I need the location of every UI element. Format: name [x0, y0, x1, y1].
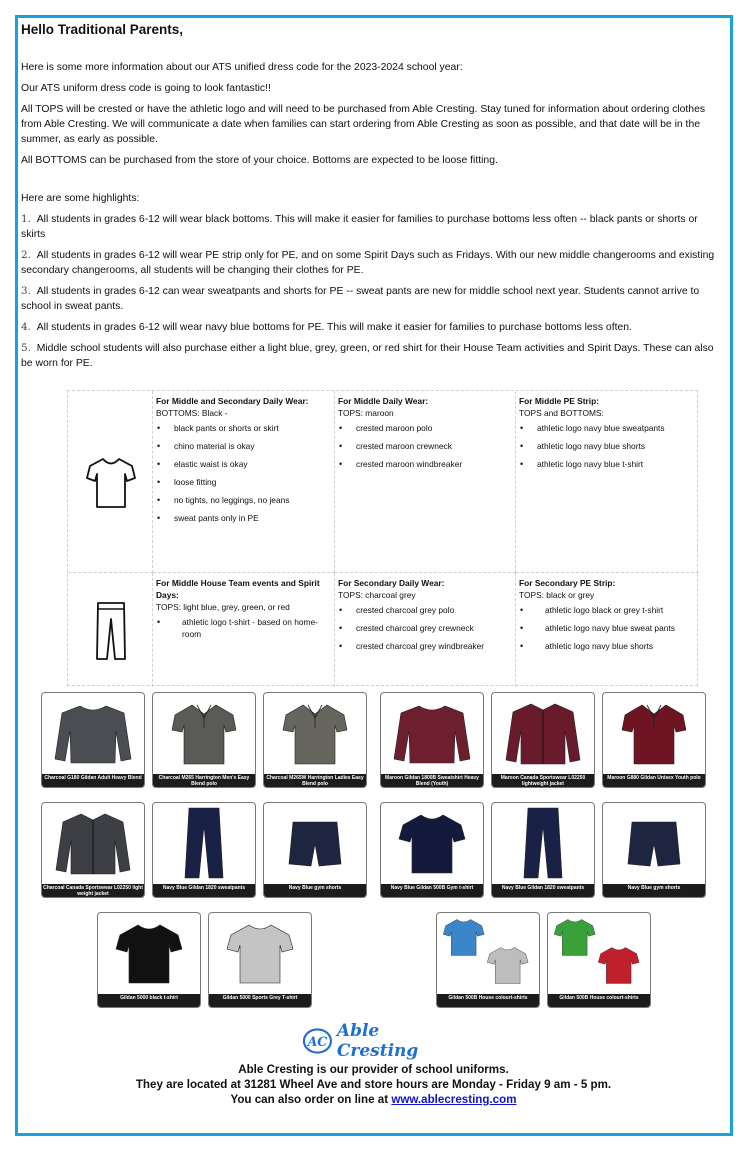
table-cell [335, 573, 516, 687]
list-item: • athletic logo black or grey t-shirt [519, 604, 697, 616]
product-caption: Gildan 500B House colourt-shirts [437, 994, 539, 1007]
list-item: • sweat pants only in PE [156, 512, 332, 524]
shorts-icon [603, 803, 705, 885]
highlight-number: 4. [21, 321, 31, 333]
highlights-intro: Here are some highlights: [21, 193, 140, 204]
product-tile [152, 802, 256, 898]
list-item: • crested maroon polo [338, 422, 513, 434]
footer [40, 1062, 707, 1107]
cell-subheading: TOPS: charcoal grey [338, 590, 416, 600]
product-tile [547, 912, 651, 1008]
product-tile [97, 912, 201, 1008]
highlight-item [21, 284, 721, 314]
tshirt-icon-cell [68, 391, 153, 573]
product-caption: Maroon Canada Sportswear L02250 lightweight jacket [492, 774, 594, 787]
house-tshirts-icon [437, 913, 539, 995]
product-tile [602, 692, 706, 788]
highlight-number: 3. [21, 285, 31, 297]
sweatpants-icon [492, 803, 594, 885]
cell-heading: For Secondary Daily Wear: [338, 578, 445, 588]
cell-subheading: TOPS: black or grey [519, 590, 595, 600]
pants-icon [94, 601, 128, 661]
list-item: • chino material is okay [156, 440, 332, 452]
cell-heading: For Middle House Team events and Spirit Days: [156, 578, 320, 600]
tshirt-icon [98, 913, 200, 995]
footer-line [40, 1092, 707, 1107]
highlight-number: 2. [21, 249, 31, 261]
highlight-number: 1. [21, 213, 31, 225]
product-caption: Maroon Gildan 1800B Sweatshirt Heavy Blend (Youth) [381, 774, 483, 787]
product-tile [602, 802, 706, 898]
product-caption: Charcoal Canada Sportswear L02250 light weight jacket [43, 884, 143, 897]
cell-subheading: BOTTOMS: Black - [156, 408, 228, 418]
list-item: • black pants or shorts or skirt [156, 422, 332, 434]
product-tile [380, 692, 484, 788]
sweatpants-icon [153, 803, 255, 885]
product-caption: Navy Blue gym shorts [264, 884, 366, 897]
list-item: • athletic logo navy blue sweat pants [519, 622, 697, 634]
cell-list [519, 422, 697, 470]
highlight-text: All students in grades 6-12 can wear sweatpants and shorts for PE -- sweat pants are new for middle school next year. Students cannot arrive to school in sweat pants. [21, 286, 700, 312]
polo-icon [153, 693, 255, 775]
list-item: • athletic logo t-shirt - based on home-room [156, 616, 332, 640]
cell-list [338, 604, 513, 652]
greeting: Hello Traditional Parents, [21, 22, 184, 37]
logo-mark: AC [307, 1033, 328, 1049]
house-tshirts-icon [548, 913, 650, 995]
table-cell [516, 573, 699, 687]
list-item: • crested charcoal grey crewneck [338, 622, 513, 634]
list-item: • athletic logo navy blue sweatpants [519, 422, 697, 434]
highlight-text: All students in grades 6-12 will wear PE strip only for PE, and on some Spirit Days such as Fridays. With our new middle changerooms and existing secondary changerooms, all students will be changing their clothes for PE. [21, 250, 715, 276]
sweatshirt-icon [381, 693, 483, 775]
cell-list [156, 616, 332, 640]
highlight-text: All students in grades 6-12 will wear black bottoms. This will make it easier for families to purchase bottoms less often -- black pants or shorts or skirts [21, 214, 698, 240]
product-tile [380, 802, 484, 898]
product-caption: Navy Blue gym shorts [603, 884, 705, 897]
highlight-item [21, 248, 721, 278]
product-tile [41, 692, 145, 788]
footer-prefix: You can also order on line at [230, 1093, 392, 1106]
logo-mark-icon [302, 1026, 333, 1056]
table-cell [516, 391, 699, 573]
paragraph: All BOTTOMS can be purchased from the store of your choice. Bottoms are expected to be loose fitting. [21, 155, 498, 166]
table-cell [335, 391, 516, 573]
cell-heading: For Middle PE Strip: [519, 396, 600, 406]
highlight-text: All students in grades 6-12 will wear navy blue bottoms for PE. This will make it easier for families to purchase bottoms less often. [36, 322, 632, 333]
product-tile [491, 692, 595, 788]
tshirt-icon [381, 803, 483, 885]
highlight-item [21, 212, 721, 242]
cell-subheading: TOPS: light blue, grey, green, or red [156, 602, 290, 612]
list-item: • crested maroon crewneck [338, 440, 513, 452]
product-caption: Gildan 5000 Sports Grey T-shirt [209, 994, 311, 1007]
paragraph: All TOPS will be crested or have the athletic logo and will need to be purchased from Able Cresting. Stay tuned for information about ordering clothes from Able Cresting. We will communicate a date when families can start ordering from Able Cresting as soon as possible, and that date will be in the summer, as early as possible. [21, 104, 706, 145]
product-caption: Navy Blue Gildan 500B Gym t-shirt [381, 884, 483, 897]
polo-icon [264, 693, 366, 775]
list-item: • elastic waist is okay [156, 458, 332, 470]
dress-code-table [67, 390, 698, 686]
list-item: • athletic logo navy blue shorts [519, 440, 697, 452]
cell-heading: For Middle and Secondary Daily Wear: [156, 396, 309, 406]
paragraph: Here is some more information about our ATS unified dress code for the 2023-2024 school year: [21, 62, 463, 73]
cell-heading: For Middle Daily Wear: [338, 396, 429, 406]
tshirt-icon [86, 455, 136, 511]
logo-name: Able Cresting [336, 1021, 419, 1061]
website-link[interactable]: www.ablecresting.com [391, 1093, 517, 1106]
able-cresting-logo [302, 1021, 462, 1061]
product-tile [263, 802, 367, 898]
list-item: • crested charcoal grey polo [338, 604, 513, 616]
product-caption: Navy Blue Gildan 1820 sweatpants [492, 884, 594, 897]
product-caption: Charcoal M265W Harrington Ladies Easy Blend polo [264, 774, 366, 787]
cell-subheading: TOPS: maroon [338, 408, 394, 418]
cell-list [519, 604, 697, 652]
footer-line: They are located at 31281 Wheel Ave and store hours are Monday - Friday 9 am - 5 pm. [135, 1078, 612, 1091]
product-caption: Navy Blue Gildan 1820 sweatpants [153, 884, 255, 897]
shorts-icon [264, 803, 366, 885]
product-tile [436, 912, 540, 1008]
table-cell [153, 391, 335, 573]
pants-icon-cell [68, 573, 153, 687]
highlight-number: 5. [21, 342, 31, 354]
jacket-icon [492, 693, 594, 775]
cell-list [156, 422, 332, 524]
cell-list [338, 422, 513, 470]
product-tile [263, 692, 367, 788]
polo-icon [603, 693, 705, 775]
product-caption: Maroon G880 Gildan Unisex Youth polo [603, 774, 705, 787]
product-tile [152, 692, 256, 788]
sweatshirt-icon [42, 693, 144, 775]
footer-line: Able Cresting is our provider of school uniforms. [238, 1063, 509, 1076]
list-item: • no tights, no leggings, no jeans [156, 494, 332, 506]
list-item: • athletic logo navy blue shorts [519, 640, 697, 652]
product-tile [491, 802, 595, 898]
list-item: • crested charcoal grey windbreaker [338, 640, 513, 652]
table-cell [153, 573, 335, 687]
product-caption: Charcoal M265 Harrington Men's Easy Blend polo [153, 774, 255, 787]
product-caption: Gildan 5000 black t-shirt [98, 994, 200, 1007]
list-item: • athletic logo navy blue t-shirt [519, 458, 697, 470]
product-caption: Gildan 500B House colourt-shirts [548, 994, 650, 1007]
highlight-item [21, 320, 721, 335]
product-tile [208, 912, 312, 1008]
cell-subheading: TOPS and BOTTOMS: [519, 408, 604, 418]
list-item: • crested maroon windbreaker [338, 458, 513, 470]
jacket-icon [42, 803, 144, 885]
cell-heading: For Secondary PE Strip: [519, 578, 616, 588]
highlight-item [21, 341, 721, 371]
letter-body [21, 22, 721, 377]
tshirt-icon [209, 913, 311, 995]
paragraph: Our ATS uniform dress code is going to look fantastic!! [21, 83, 271, 94]
highlight-text: Middle school students will also purchase either a light blue, grey, green, or red shirt for their House Team activities and Spirit Days. These can also be worn for PE. [21, 343, 714, 369]
product-caption: Charcoal G180 Gildan Adult Heavy Blend [42, 774, 144, 787]
product-tile [41, 802, 145, 898]
list-item: • loose fitting [156, 476, 332, 488]
